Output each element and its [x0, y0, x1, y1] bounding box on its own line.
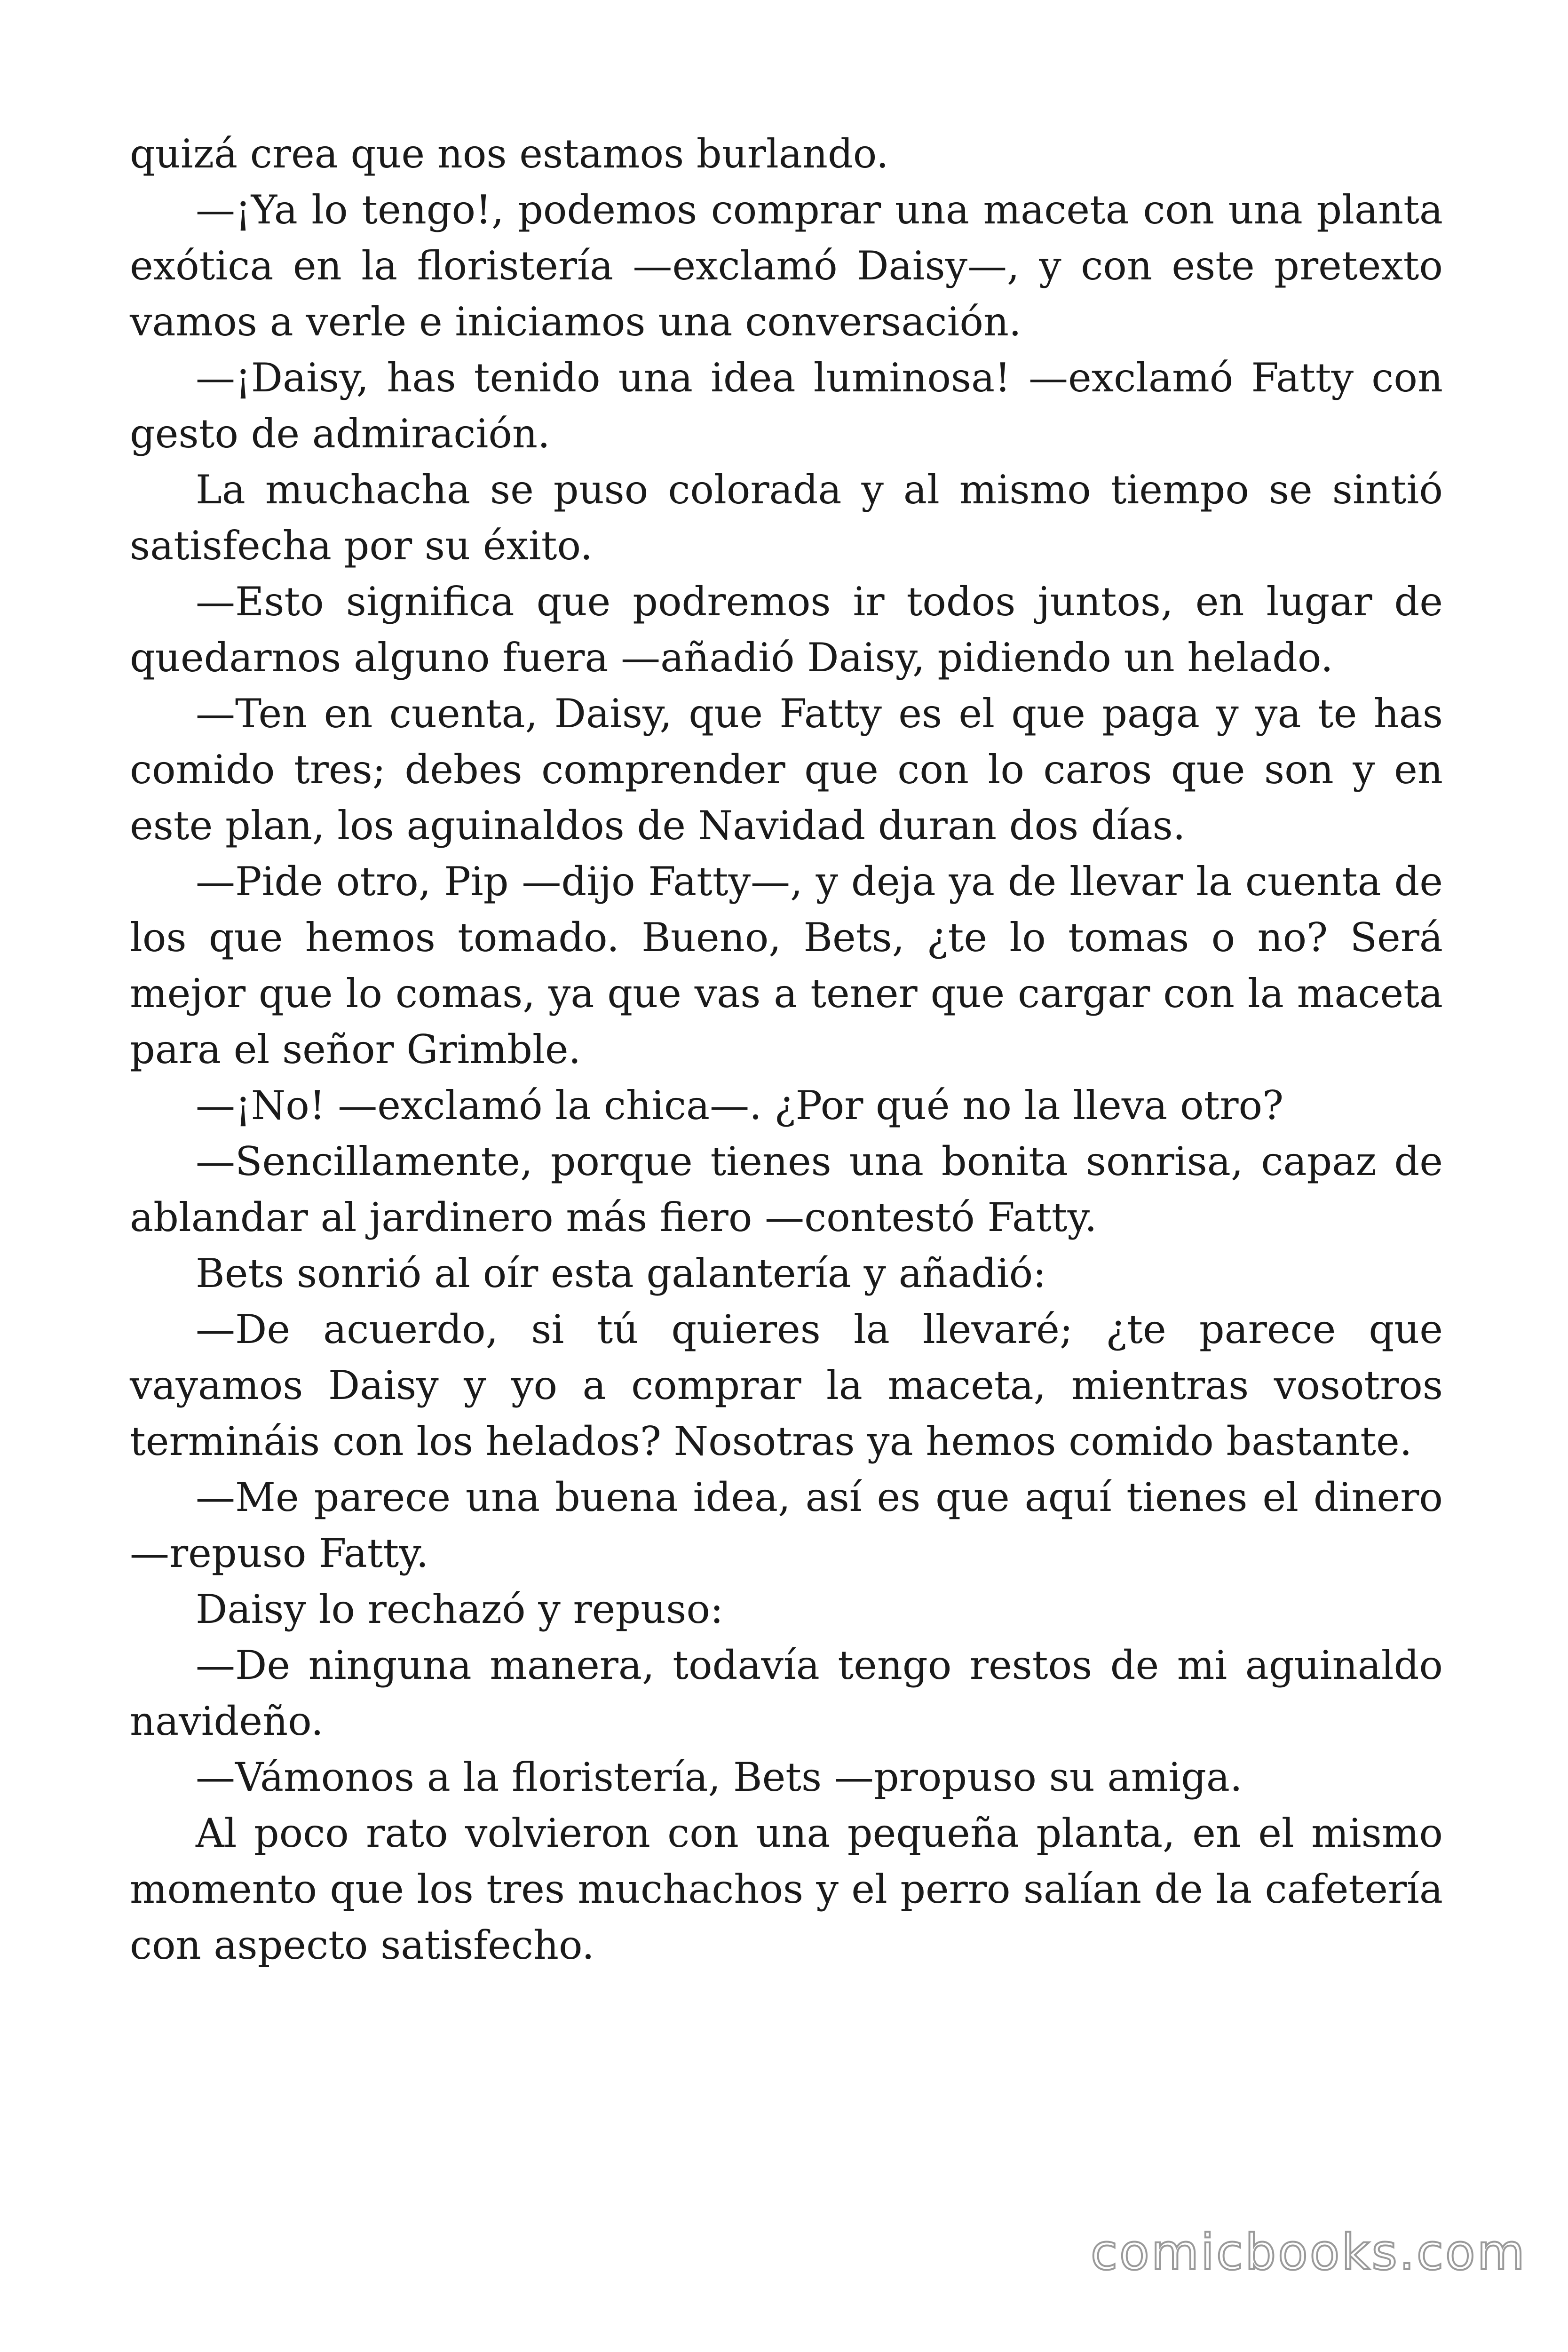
paragraph: —De ninguna manera, todavía tengo restos de mi aguinaldo navideño.: [130, 1642, 1443, 1744]
paragraph: —¡Daisy, has tenido una idea luminosa! —exclamó Fatty con gesto de admiración.: [130, 355, 1443, 457]
paragraph: Al poco rato volvieron con una pequeña planta, en el mismo momento que los tres muchachos y el perro salían de la cafetería con aspecto satisfecho.: [130, 1810, 1443, 1968]
watermark-logo: comicbooks.com: [1090, 2224, 1527, 2281]
paragraph: La muchacha se puso colorada y al mismo tiempo se sintió satisfecha por su éxito.: [130, 467, 1443, 569]
paragraph-continued: quizá crea que nos estamos burlando.: [130, 131, 889, 177]
paragraph: —Vámonos a la floristería, Bets —propuso su amiga.: [196, 1754, 1243, 1800]
paragraph: —Pide otro, Pip —dijo Fatty—, y deja ya de llevar la cuenta de los que hemos tomado. Bueno, Bets, ¿te lo tomas o no? Será mejor que lo comas, ya que vas a tener que cargar con la maceta para el señor Grimble.: [130, 858, 1443, 1073]
paragraph: —¡No! —exclamó la chica—. ¿Por qué no la lleva otro?: [196, 1082, 1284, 1128]
paragraph: Daisy lo rechazó y repuso:: [196, 1586, 724, 1632]
paragraph: —De acuerdo, si tú quieres la llevaré; ¿te parece que vayamos Daisy y yo a comprar la maceta, mientras vosotros termináis con los helados? Nosotras ya hemos comido bastante.: [130, 1306, 1443, 1464]
paragraph: —Esto significa que podremos ir todos juntos, en lugar de quedarnos alguno fuera —añadió Daisy, pidiendo un helado.: [130, 579, 1443, 681]
paragraph: —Sencillamente, porque tienes una bonita sonrisa, capaz de ablandar al jardinero más fiero —contestó Fatty.: [130, 1138, 1443, 1240]
paragraph: —Ten en cuenta, Daisy, que Fatty es el que paga y ya te has comido tres; debes comprender que con lo caros que son y en este plan, los aguinaldos de Navidad duran dos días.: [130, 691, 1443, 849]
paragraph: —¡Ya lo tengo!, podemos comprar una maceta con una planta exótica en la floristería —exclamó Daisy—, y con este pretexto vamos a verle e iniciamos una conversación.: [130, 187, 1443, 345]
paragraph: Bets sonrió al oír esta galantería y añadió:: [196, 1250, 1046, 1296]
paragraph: —Me parece una buena idea, así es que aquí tienes el dinero —repuso Fatty.: [130, 1474, 1443, 1576]
book-page-text: [130, 126, 1443, 1973]
